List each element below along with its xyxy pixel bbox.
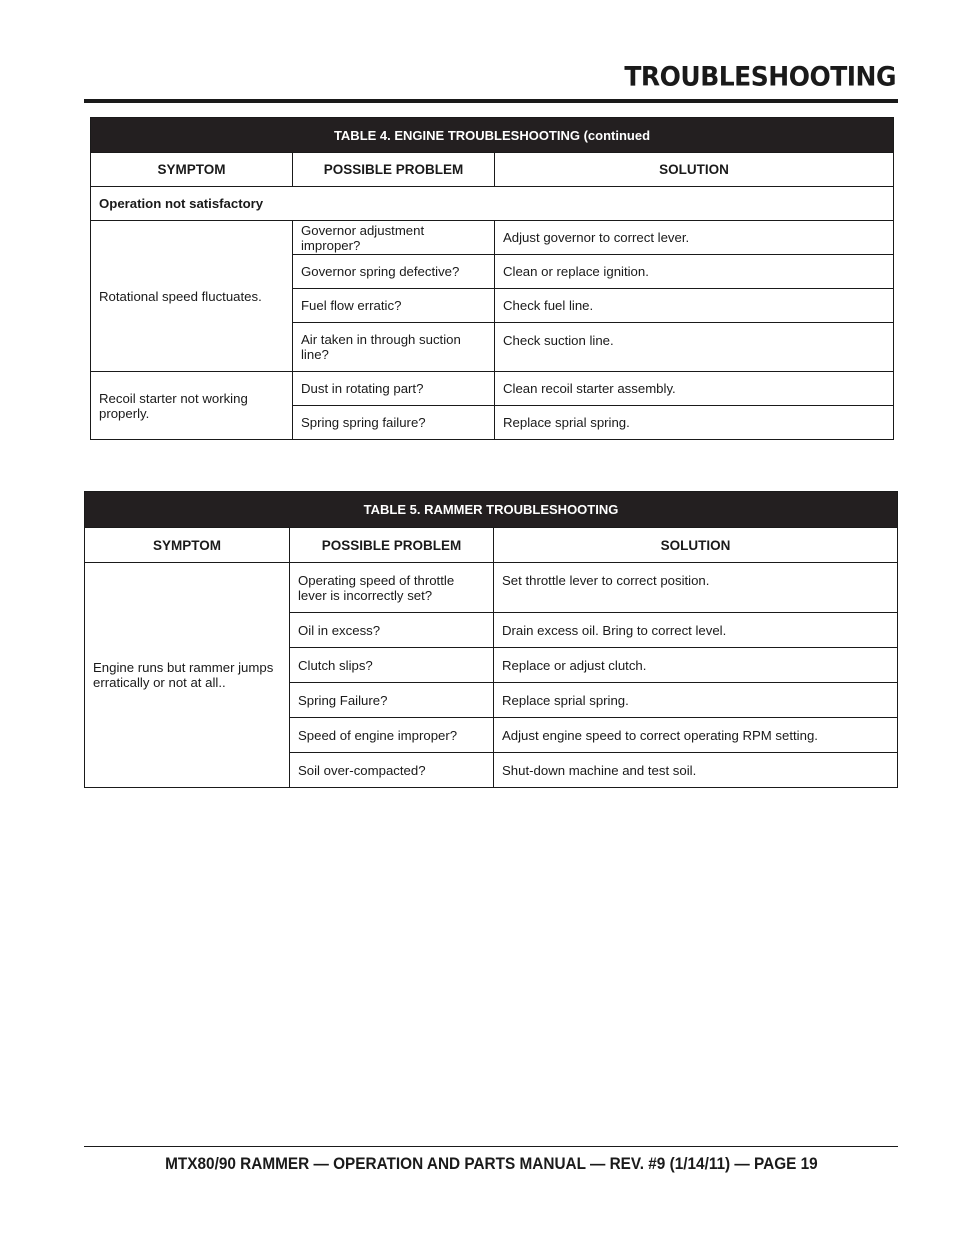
table-row [91,221,894,255]
solution-cell: Replace or adjust clutch. [494,648,898,683]
column-header-symptom: SYMPTOM [85,528,290,563]
problem-cell: Oil in excess? [290,613,494,648]
solution-cell: Replace sprial spring. [494,683,898,718]
problem-cell: Operating speed of throttle lever is incorrectly set? [290,563,494,613]
solution-cell: Set throttle lever to correct position. [494,563,898,613]
solution-cell: Adjust engine speed to correct operating RPM setting. [494,718,898,753]
table-caption: TABLE 5. RAMMER TROUBLESHOOTING [85,492,898,528]
problem-cell: Fuel flow erratic? [293,289,495,323]
page-footer: MTX80/90 RAMMER — OPERATION AND PARTS MANUAL — REV. #9 (1/14/11) — PAGE 19 [165,1155,818,1173]
engine-troubleshooting-table [90,117,894,440]
column-header-solution: SOLUTION [495,153,894,187]
problem-cell: Governor adjustment improper? [293,221,495,255]
solution-cell: Clean or replace ignition. [495,255,894,289]
symptom-cell: Engine runs but rammer jumps erratically or not at all.. [85,563,290,788]
solution-cell: Check fuel line. [495,289,894,323]
solution-cell: Drain excess oil. Bring to correct level. [494,613,898,648]
solution-cell: Check suction line. [495,323,894,372]
column-header-possible-problem: POSSIBLE PROBLEM [293,153,495,187]
problem-cell: Governor spring defective? [293,255,495,289]
page-title: TROUBLESHOOTING [624,61,896,92]
symptom-cell: Recoil starter not working properly. [91,372,293,440]
table-row [85,563,898,613]
solution-cell: Adjust governor to correct lever. [495,221,894,255]
problem-cell: Air taken in through suction line? [293,323,495,372]
problem-cell: Dust in rotating part? [293,372,495,406]
problem-cell: Spring Failure? [290,683,494,718]
rammer-troubleshooting-table [84,491,898,788]
table-caption: TABLE 4. ENGINE TROUBLESHOOTING (continued [91,118,894,153]
footer-rule [84,1146,898,1147]
solution-cell: Clean recoil starter assembly. [495,372,894,406]
solution-cell: Replace sprial spring. [495,406,894,440]
column-header-symptom: SYMPTOM [91,153,293,187]
solution-cell: Shut-down machine and test soil. [494,753,898,788]
table-row [91,372,894,406]
column-header-solution: SOLUTION [494,528,898,563]
problem-cell: Speed of engine improper? [290,718,494,753]
symptom-cell: Rotational speed fluctuates. [91,221,293,372]
section-heading: Operation not satisfactory [91,187,894,221]
problem-cell: Clutch slips? [290,648,494,683]
problem-cell: Soil over-compacted? [290,753,494,788]
title-rule [84,99,898,103]
column-header-possible-problem: POSSIBLE PROBLEM [290,528,494,563]
problem-cell: Spring spring failure? [293,406,495,440]
